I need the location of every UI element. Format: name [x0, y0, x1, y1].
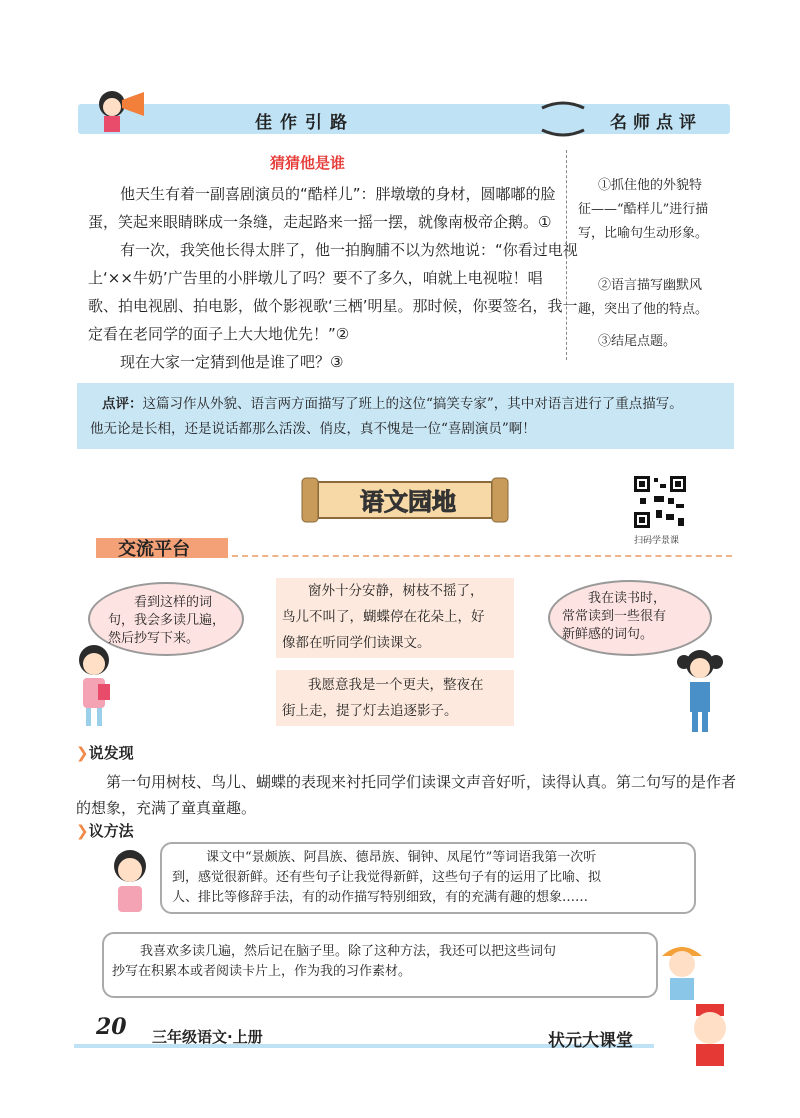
- girl-thinking-icon: [104, 846, 160, 916]
- essay-title: 猜猜他是谁: [270, 154, 346, 172]
- essay-line-6: 定看在老同学的面子上大大地优先！”②: [88, 325, 350, 343]
- essay-line-5: 歌、拍电视剧、拍电影，做个影视歌‘三栖’明星。那时候，你要签名，我一: [88, 297, 578, 315]
- speech-bubble-2-text: 我喜欢多读几遍，然后记在脑子里。除了这种方法，我还可以把这些词句 抄写在积累本或者阅读卡片上，作为我的习作素材。: [112, 944, 557, 979]
- comment-2: ②语言描写幽默风 趣，突出了他的特点。: [578, 278, 709, 317]
- girl-pigtails-icon: [676, 646, 724, 738]
- boy-cap-icon: [656, 938, 708, 1004]
- arrow-icon: ❯: [76, 744, 89, 762]
- section-divider: [232, 555, 732, 557]
- discover-line-2: 的想象，充满了童真童趣。: [76, 799, 257, 817]
- comment-3: ③结尾点题。: [598, 334, 677, 349]
- discover-line-1: 第一句用树枝、鸟儿、蝴蝶的表现来衬托同学们读课文声音好听，读得认真。第二句写的是作者: [106, 773, 737, 791]
- example-box-2-text: 我愿意我是一个更夫，整夜在 街上走，提了灯去追逐影子。: [282, 677, 484, 719]
- column-divider: [566, 150, 567, 360]
- essay-line-2: 蛋，笑起来眼睛眯成一条缝，走起路来一摇一摆，就像南极帝企鹅。①: [88, 213, 552, 231]
- qr-code-icon[interactable]: [632, 474, 688, 530]
- speech-bubble-1-text: 课文中“景颇族、阿昌族、德昂族、铜钟、凤尾竹”等词语我第一次听 到，感觉很新鲜。还有些句子让我觉得新鲜，这些句子有的运用了比喻、拟 人、排比等修辞手法，有的动作描写特别细致，有的充满有趣的想象……: [172, 850, 602, 905]
- header-right-title: 名师点评: [610, 113, 702, 133]
- arrow-icon: ❯: [76, 822, 89, 840]
- essay-line-4: 上‘××牛奶’广告里的小胖墩儿了吗？要不了多久，咱就上电视啦！唱: [88, 269, 543, 287]
- method-heading: ❯议方法: [76, 822, 134, 840]
- page-number: 20: [96, 1014, 127, 1040]
- comment-1: ①抓住他的外貌特 征——“酷样儿”进行描 写，比喻句生动形象。: [578, 178, 709, 241]
- footer-grade: 三年级语文·上册: [152, 1028, 263, 1046]
- review-text: 点评：这篇习作从外貌、语言两方面描写了班上的这位“搞笑专家”，其中对语言进行了重点描写。 他无论是长相，还是说话都那么活泼、俏皮，真不愧是一位“喜剧演员”啊！: [90, 396, 683, 437]
- binder-clip-icon: [538, 98, 588, 140]
- cloud-right-text: 我在读书时， 常常读到一些很有 新鲜感的词句。: [562, 591, 667, 642]
- essay-line-1: 他天生有着一副喜剧演员的“酷样儿”：胖墩墩的身材，圆嘟嘟的脸: [120, 185, 556, 203]
- example-box-1-text: 窗外十分安静，树枝不摇了， 鸟儿不叫了，蝴蝶停在花朵上，好 像都在听同学们读课文。: [282, 583, 485, 651]
- essay-line-7: 现在大家一定猜到他是谁了吧？③: [120, 353, 344, 371]
- section-label: 交流平台: [118, 539, 190, 560]
- footer-brand: 状元大课堂: [548, 1031, 633, 1051]
- essay-line-3: 有一次，我笑他长得太胖了，他一拍胸脯不以为然地说：“你看过电视: [120, 241, 578, 259]
- qr-label: 扫码学景课: [634, 536, 680, 546]
- banner-title: 语文园地: [360, 488, 456, 516]
- girl-with-book-icon: [74, 644, 118, 730]
- discover-heading: ❯说发现: [76, 744, 134, 762]
- header-left-title: 佳作引路: [255, 113, 355, 133]
- mascot-icon: [678, 1002, 742, 1072]
- cloud-left-text: 看到这样的词 句，我会多读几遍， 然后抄写下来。: [108, 595, 226, 646]
- girl-megaphone-icon: [92, 86, 152, 136]
